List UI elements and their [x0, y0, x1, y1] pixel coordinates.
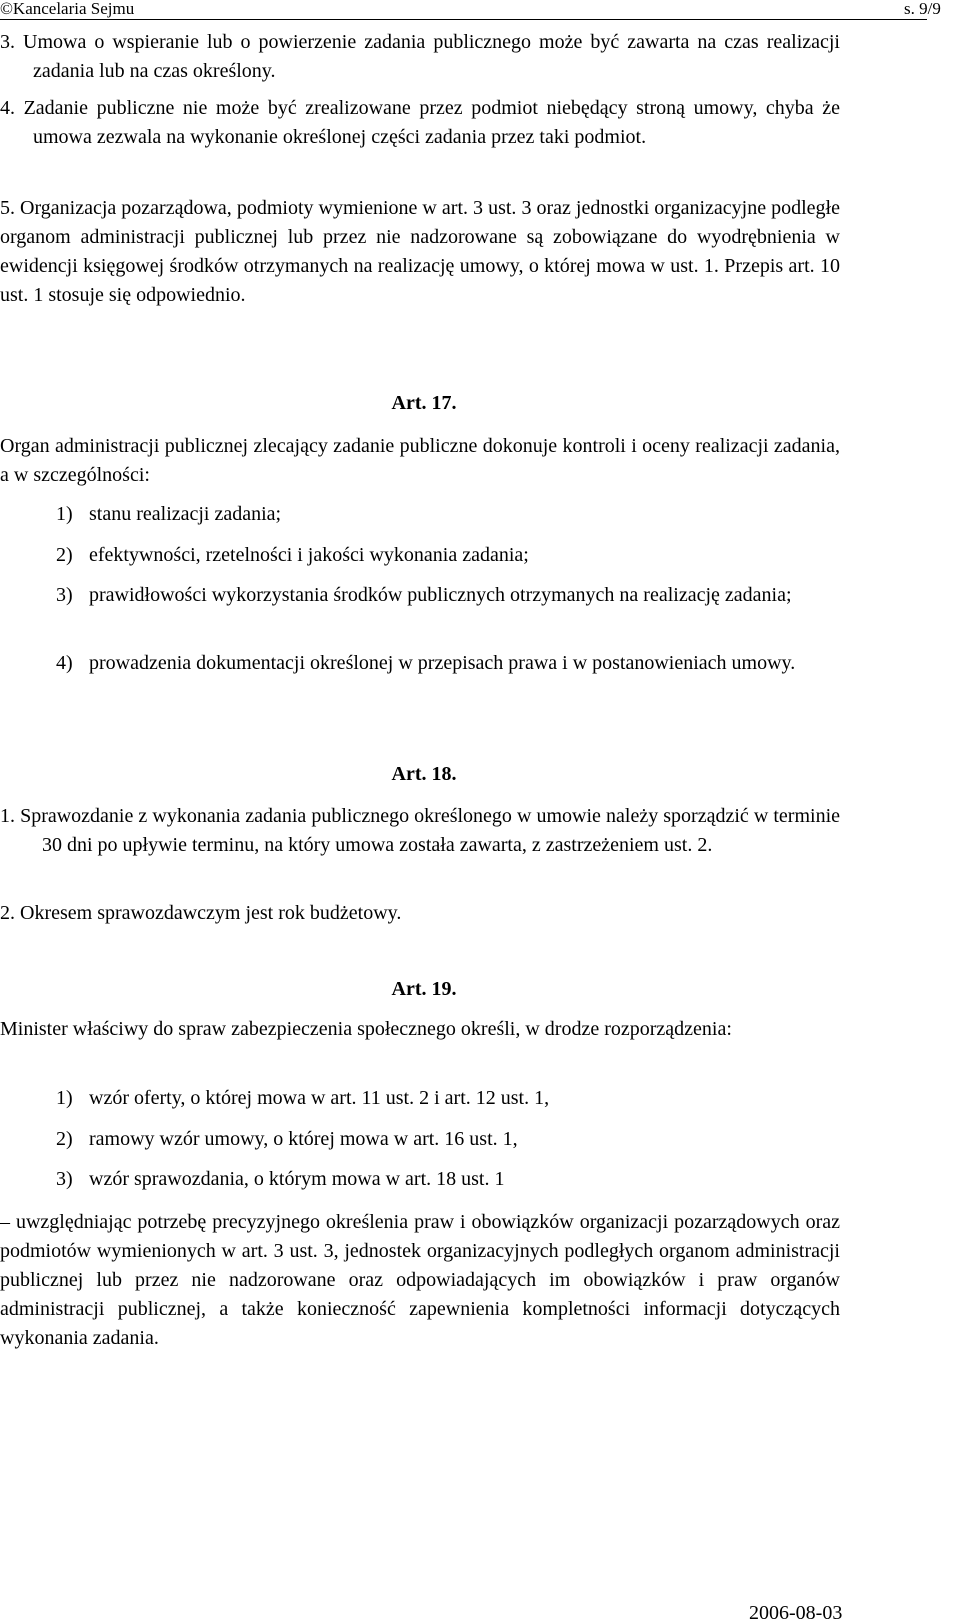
- list-text: prowadzenia dokumentacji określonej w przepisach prawa i w postanowieniach umowy.: [89, 652, 796, 674]
- art-17-heading: Art. 17.: [391, 392, 457, 414]
- paragraph-3: 3. Umowa o wspieranie lub o powierzenie zadania publicznego może być zawarta na czas realizacji zadania lub na czas określony.: [0, 31, 840, 82]
- list-number: 2): [56, 544, 73, 566]
- footer-date: 2006-08-03: [749, 1602, 843, 1624]
- art-17-item: [56, 649, 840, 678]
- list-text: ramowy wzór umowy, o której mowa w art. 16 ust. 1,: [89, 1128, 518, 1150]
- art-19-intro: Minister właściwy do spraw zabezpieczenia społecznego określi, w drodze rozporządzenia:: [0, 1018, 732, 1040]
- paragraph-4: 4. Zadanie publiczne nie może być zrealizowane przez podmiot niebędący stroną umowy, chyba że umowa zezwala na wykonanie określonej części zadania przez taki podmiot.: [0, 97, 840, 148]
- list-number: 3): [56, 1168, 73, 1190]
- art-17-item: [56, 500, 840, 529]
- list-text: wzór sprawozdania, o którym mowa w art. 18 ust. 1: [89, 1168, 505, 1190]
- header-divider: [0, 19, 927, 20]
- list-text: prawidłowości wykorzystania środków publicznych otrzymanych na realizację zadania;: [89, 584, 792, 606]
- art-19-item: [56, 1125, 840, 1154]
- list-text: efektywności, rzetelności i jakości wykonania zadania;: [89, 544, 529, 566]
- art-19-item: [56, 1165, 840, 1194]
- art-19-closing: – uwzględniając potrzebę precyzyjnego określenia praw i obowiązków organizacji pozarządowych oraz podmiotów wymienionych w art. 3 ust. 3, jednostek organizacyjnych podległych organom administracji publicznej lub przez nie nadzorowane oraz odpowiadających im obowiązków i praw organów administracji publicznej, a także konieczność zapewnienia kompletności informacji dotyczących wykonania zadania.: [0, 1211, 840, 1349]
- art-19-heading: Art. 19.: [391, 978, 457, 1000]
- list-number: 4): [56, 652, 73, 674]
- art-18-paragraph-2: 2. Okresem sprawozdawczym jest rok budżetowy.: [0, 902, 402, 924]
- paragraph-5: 5. Organizacja pozarządowa, podmioty wymienione w art. 3 ust. 3 oraz jednostki organizacyjne podległe organom administracji publicznej lub przez nie nadzorowane są zobowiązane do wyodrębnienia w ewidencji księgowej środków otrzymanych na realizację umowy, o której mowa w ust. 1. Przepis art. 10 ust. 1 stosuje się odpowiednio.: [0, 197, 840, 306]
- list-text: wzór oferty, o której mowa w art. 11 ust. 2 i art. 12 ust. 1,: [89, 1087, 550, 1109]
- list-text: stanu realizacji zadania;: [89, 503, 282, 525]
- page-number: s. 9/9: [904, 0, 941, 18]
- art-17-item: [56, 581, 840, 610]
- art-18-heading: Art. 18.: [391, 763, 457, 785]
- copyright-label: ©Kancelaria Sejmu: [0, 0, 135, 18]
- art-19-item: [56, 1084, 840, 1113]
- art-17-item: [56, 541, 840, 570]
- list-number: 2): [56, 1128, 73, 1150]
- art-17-intro: Organ administracji publicznej zlecający zadanie publiczne dokonuje kontroli i oceny realizacji zadania, a w szczególności:: [0, 435, 840, 486]
- list-number: 3): [56, 584, 73, 606]
- list-number: 1): [56, 503, 73, 525]
- list-number: 1): [56, 1087, 73, 1109]
- art-18-paragraph-1: 1. Sprawozdanie z wykonania zadania publicznego określonego w umowie należy sporządzić w terminie 30 dni po upływie terminu, na który umowa została zawarta, z zastrzeżeniem ust. 2.: [0, 805, 840, 856]
